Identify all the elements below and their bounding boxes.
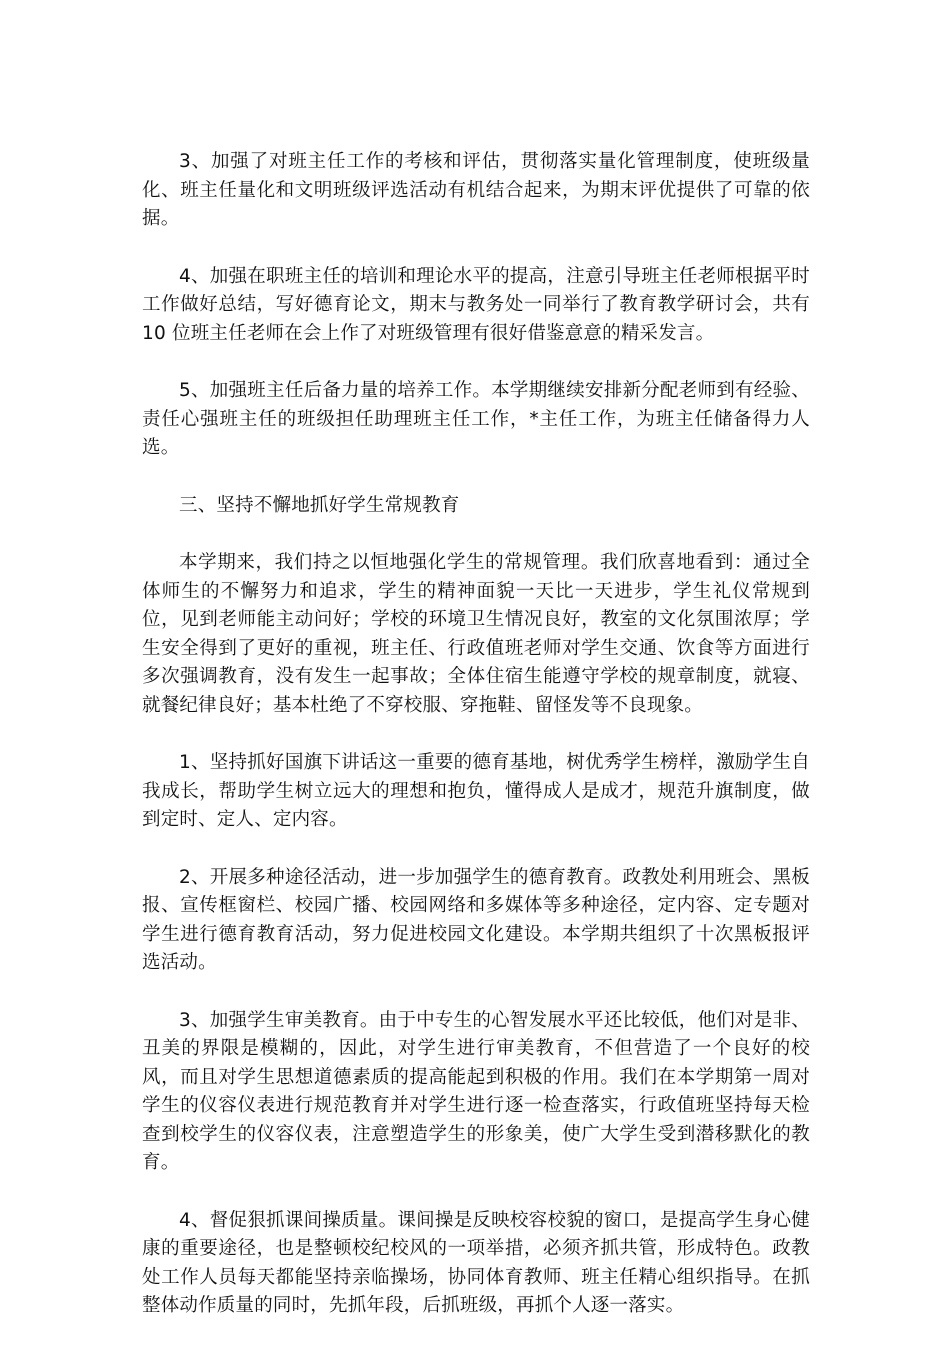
paragraph-item-1-flag-speech: 1、坚持抓好国旗下讲话这一重要的德育基地，树优秀学生榜样，激励学生自我成长，帮助学生树立远大的理想和抱负，懂得成人是成才，规范升旗制度，做到定时、定人、定内容。 bbox=[142, 752, 810, 830]
paragraph-item-5-reserve: 5、加强班主任后备力量的培养工作。本学期继续安排新分配老师到有经验、责任心强班主任的班级担任助理班主任工作，*主任工作，为班主任储备得力人选。 bbox=[142, 380, 810, 458]
paragraph-item-3-aesthetics: 3、加强学生审美教育。由于中专生的心智发展水平还比较低，他们对是非、丑美的界限是模糊的，因此，对学生进行审美教育，不但营造了一个良好的校风，而且对学生思想道德素质的提高能起到积极的作用。我们在本学期第一周对学生的仪容仪表进行规范教育并对学生进行逐一检查落实，行政值班坚持每天检查到校学生的仪容仪表，注意塑造学生的形象美，使广大学生受到潜移默化的教育。 bbox=[142, 1009, 810, 1173]
paragraph-item-4-training: 4、加强在职班主任的培训和理论水平的提高，注意引导班主任老师根据平时工作做好总结，写好德育论文，期末与教务处一同举行了教育教学研讨会，共有 10 位班主任老师在会上作了对班级管理有很好借鉴意意的精采发言。 bbox=[142, 265, 810, 344]
paragraph-item-4-exercise: 4、督促狠抓课间操质量。课间操是反映校容校貌的窗口，是提高学生身心健康的重要途径，也是整顿校纪校风的一项举措，必须齐抓共管，形成特色。政教处工作人员每天都能坚持亲临操场，协同体育教师、班主任精心组织指导。在抓整体动作质量的同时，先抓年段，后抓班级，再抓个人逐一落实。 bbox=[142, 1209, 810, 1316]
section-heading: 三、坚持不懈地抓好学生常规教育 bbox=[179, 494, 460, 516]
paragraph-item-2-activities: 2、开展多种途径活动，进一步加强学生的德育教育。政教处利用班会、黑板报、宣传框窗栏、校园广播、校园网络和多媒体等多种途径，定内容、定专题对学生进行德育教育活动，努力促进校园文化建设。本学期共组织了十次黑板报评选活动。 bbox=[142, 866, 810, 973]
document-body bbox=[142, 148, 810, 1350]
paragraph-intro: 本学期来，我们持之以恒地强化学生的常规管理。我们欣喜地看到：通过全体师生的不懈努力和追求，学生的精神面貌一天比一天进步，学生礼仪常规到位，见到老师能主动问好；学校的环境卫生情况良好，教室的文化氛围浓厚；学生安全得到了更好的重视，班主任、行政值班老师对学生交通、饮食等方面进行多次强调教育，没有发生一起事故；全体住宿生能遵守学校的规章制度，就寝、就餐纪律良好；基本杜绝了不穿校服、穿拖鞋、留怪发等不良现象。 bbox=[142, 552, 810, 716]
paragraph-item-3-assessment: 3、加强了对班主任工作的考核和评估，贯彻落实量化管理制度，使班级量化、班主任量化和文明班级评选活动有机结合起来，为期末评优提供了可靠的依据。 bbox=[142, 151, 810, 229]
